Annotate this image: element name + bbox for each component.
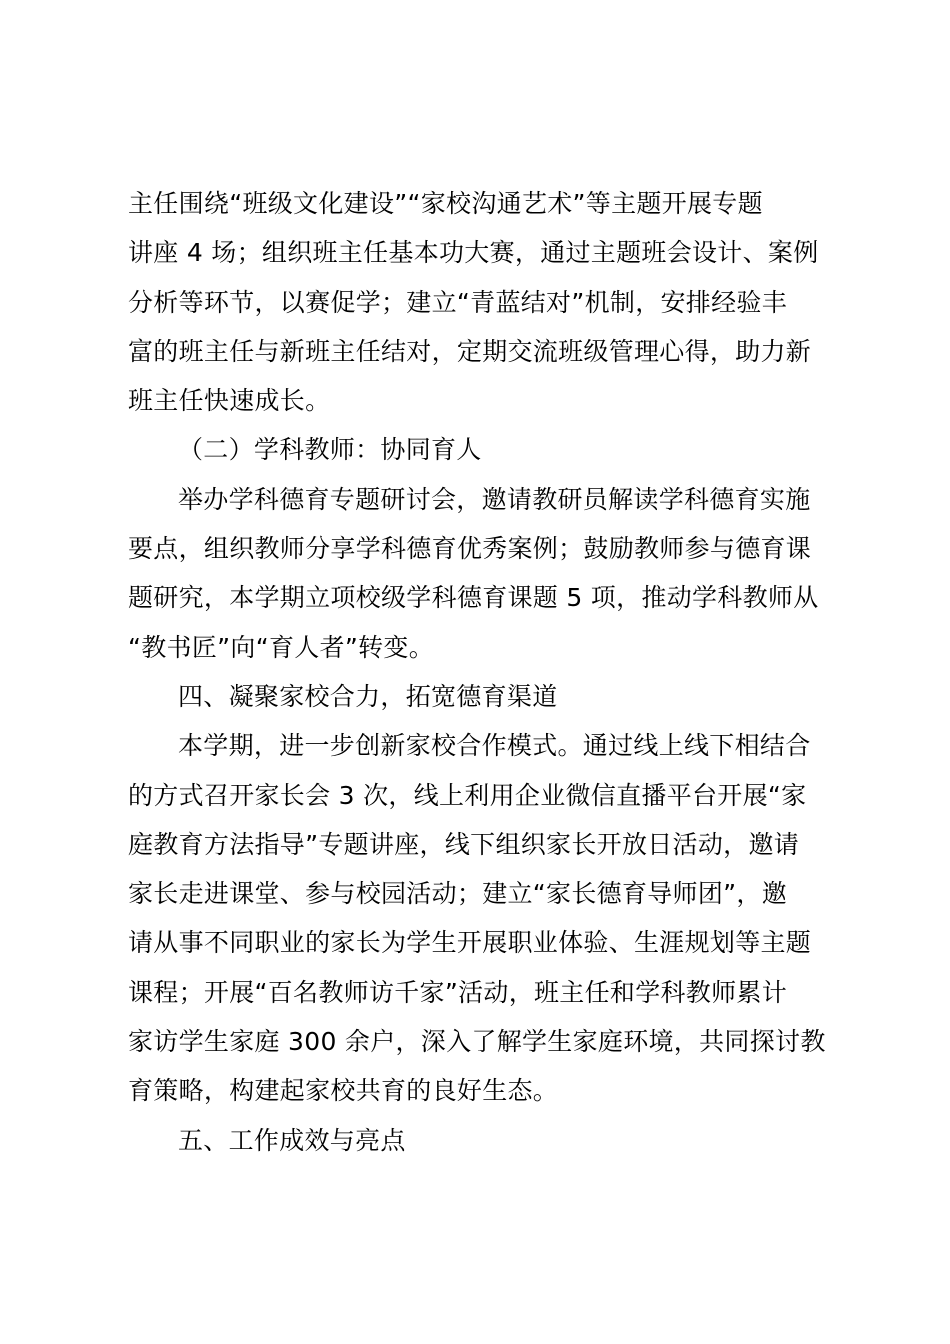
body-text-line: 课程；开展“百名教师访千家”活动，班主任和学科教师累计 — [128, 977, 788, 1007]
body-text-line: 班主任快速成长。 — [128, 386, 331, 416]
body-text-line: 举办学科德育专题研讨会，邀请教研员解读学科德育实施 — [178, 484, 811, 514]
body-text-line: 庭教育方法指导”专题讲座，线下组织家长开放日活动，邀请 — [128, 829, 800, 859]
body-text-line: 题研究，本学期立项校级学科德育课题 5 项，推动学科教师从 — [128, 583, 819, 613]
body-text-line: 分析等环节，以赛促学；建立“青蓝结对”机制，安排经验丰 — [128, 287, 788, 317]
body-text-line: “教书匠”向“育人者”转变。 — [128, 632, 435, 662]
section-heading: 五、工作成效与亮点 — [178, 1125, 406, 1155]
body-text-line: 的方式召开家长会 3 次，线上利用企业微信直播平台开展“家 — [128, 780, 807, 810]
body-text-line: 主任围绕“班级文化建设”“家校沟通艺术”等主题开展专题 — [128, 189, 763, 218]
subsection-heading: （二）学科教师：协同育人 — [178, 435, 482, 465]
body-text-line: 请从事不同职业的家长为学生开展职业体验、生涯规划等主题 — [128, 928, 812, 958]
document-body — [128, 179, 832, 1165]
body-text-line: 讲座 4 场；组织班主任基本功大赛，通过主题班会设计、案例 — [128, 238, 819, 268]
section-heading: 四、凝聚家校合力，拓宽德育渠道 — [178, 681, 558, 711]
body-text-line: 家长走进课堂、参与校园活动；建立“家长德育导师团”，邀 — [128, 879, 788, 909]
body-text-line: 本学期，进一步创新家校合作模式。通过线上线下相结合 — [178, 731, 811, 761]
body-text-line: 育策略，构建起家校共育的良好生态。 — [128, 1076, 559, 1106]
body-text-line: 家访学生家庭 300 余户，深入了解学生家庭环境，共同探讨教 — [128, 1027, 826, 1057]
body-text-line: 要点，组织教师分享学科德育优秀案例；鼓励教师参与德育课 — [128, 534, 812, 564]
body-text-line: 富的班主任与新班主任结对，定期交流班级管理心得，助力新 — [128, 336, 812, 366]
